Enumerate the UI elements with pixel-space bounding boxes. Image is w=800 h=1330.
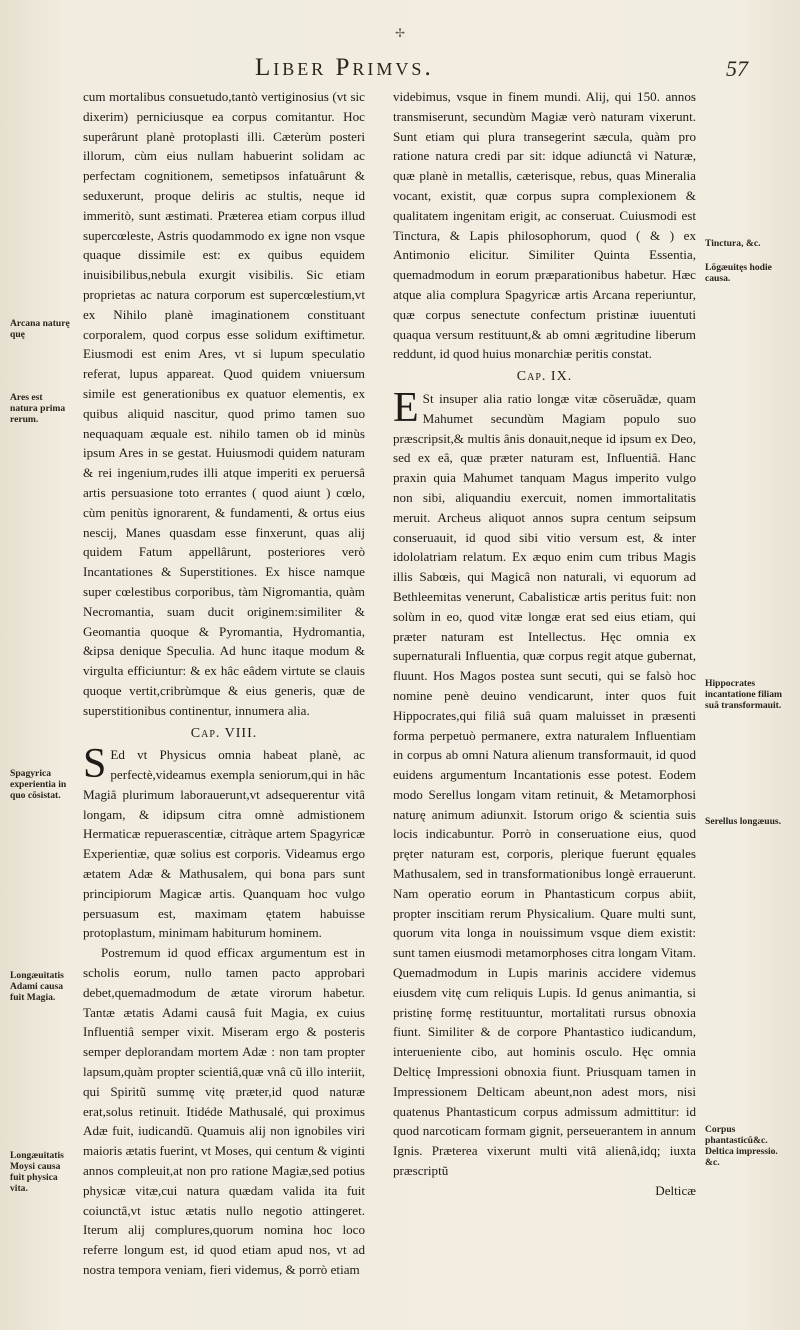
margin-note-right-5: Corpus phantasticũ&c. Deltica impressio. &c.	[705, 1124, 778, 1168]
left-paragraph-1: cum mortalibus consuetudo,tantò vertiginosius (vt sic dixerim) perniciusque ea corpus comitantur. Hoc superârunt planè protoplasti illi. Cæterùm posteri illorum, cùm eius nullam habuerint solidam ac perfectam cognitionem, semetipsos infatuârunt & seduxerunt, proque deliris ac stultis, neque id immeritò, sunt æstimati. Præterea etiam corpus illud supercœleste, Astris quodammodo ex igne non vsque quaque dissimile est: ex quibus equidem inuisibilibus,nebula exurgit visibilis. Sic etiam proprietas ac natura corporum est supercœlestium,vt ex Nihilo planè imaginationem constituant corporalem, quod corpus esse solidum exiftimetur. Eiusmodi est enim Ares, vt si lupum speculatio referat, lupus appareat. Quod quidem vniuersum simile est generationibus ex quatuor elementis, ex quibus aliquid nascitur, quod primo tamen suo nequaquam æquale est. nihilo tamen ob id minùs ipsum Ares in se gestat. Huiusmodi quidem naturam & rei ingenium,rudes illi atque imperiti ex peruersâ artis persuasione toto errantes ( quod aiunt ) cœlo, cùm penitùs ignorarent, & fundamenti, & ortus eius nescij, Manes quasdam esse finxerunt, quas alij quidem Fatum appellârunt, posteriores verò Incantationes & Superstitiones. Ex hisce namque super cœlestibus corporibus, tàm Nigromantia, quàm Necromantia, suam ducit originem:similiter & Geomantia quoque & Pyromantia, Hydromantia, &ipsa denique Speculia. Ad hunc itaque modum & virgulta efficiuntur: & ex hâc eâdem virtute se clauis quoque vertit,cribrùmque & eius generis, quæ de superstitionibus continentur, innumera alia.	[83, 89, 365, 718]
margin-note-left-4: Longæuitatis Adami causa fuit Magia.	[10, 970, 64, 1003]
margin-note-right-4: Serellus longæuus.	[705, 816, 782, 827]
margin-note-left-5: Longæuitatis Moysi causa fuit physica vita.	[10, 1150, 64, 1194]
chapter-8-text: Ed vt Physicus omnia habeat planè, ac perfectè,videamus exempla seniorum,qui in hâc Magiâ plurimum laborauerunt,vt adsequerentur vitâ longam, & idipsum citra omnè admistionem Hermaticæ repuerascentiæ, citràque artem Spagyricæ Experientiæ, quæ solius est corporis. Videamus ergo ætatem Adæ & Mathusalem, qui bona pars sunt principiorum Magicæ artis. Quanquam hoc vulgo persuasum est, maximam ętatem habuisse protoplastum, minimam habiturum hominem.	[83, 747, 365, 941]
chapter-9-dropcap: E	[393, 384, 419, 431]
page-number: 57	[726, 56, 748, 81]
right-paragraph-2	[393, 384, 696, 1181]
left-paragraph-3: Postremum id quod efficax argumentum est in scholis eorum, nullo tamen pacto approbari debet,quemadmodum de ætate virorum habetur. Tantæ ætatis Adami causâ fuit Magia, ex cuius Influentiâ semper vixit. Miseram ergo & posteris semper deplorandam mortem Adæ : non tam propter lapsum,quàm propter scientiâ,quæ vnâ cũ illo interiit, qui Spiritũ summę vitę præter,id quod naturæ erat,solus retinuit. Itidéde Mathusalé, qui proximus Adæ fuit, iudicandũ. Quamuis alij non ignobiles viri maioris ætatis fuerint, vt Moses, qui centum & viginti annos compleuit,at non pro ratione Magiæ,sed potius physicæ vitæ,cui natura quædam valida ita fuit coiunctâ,vt istuc ætatis nullo negotio attingeret. Iterum alij complures,quorum nomina hoc loco referre longum est, id quod etiam apud nos, vt ad nostra tempora veniam, fieri videmus, & porrò etiam	[83, 945, 365, 1278]
chapter-8-heading: Cap. VIII.	[190, 725, 258, 741]
margin-note-right-3: Hippocrates incantatione filiam suã transformauit.	[705, 678, 783, 711]
left-paragraph-2	[83, 741, 365, 943]
margin-note-right-1: Tinctura, &c.	[705, 238, 761, 249]
chapter-9-heading: Cap. IX.	[516, 369, 573, 385]
chapter-8-dropcap: S	[83, 741, 107, 788]
chapter-9-text: St insuper alia ratio longæ vitæ cõseruãdæ, quam Mahumet secundùm Magiam populo suo præscripsit,& multis ânis donauit,neque id ipsum ex Deo, sed ex eâ, quæ præter naturam est, Influentiâ. Hanc praxin quia Mahumet tanquam Magus imperito vulgo non sibi, aliquandiu exercuit, nomen immortalitatis meruit. Archeus aliquot annos supra centum seipsum conseruauit, id quod sibi vitio versum est, & inter idololatriam relatum. Ex æquo enim cum tribus Magis illis Sabœis, qui Magicâ non naturali, vi equorum ad Bethleemitas venerunt, Cabalisticæ artis peritus fuit: non solùm in eo, quod vitæ longæ erat sed eius etiam, qui præter naturam est Intellectus. Hęc omnia ex supernaturali Influentia, quæ corpus regit atque gubernat, fluunt. Hos Magos postea sunt secuti, qui se falsò hoc nomine penè deuino vendicarunt, inter quos fuit Hippocrates,qui filiâ suâ quam maluisset in præsenti forma perpetuò permanere, extra naturalem Influentiam in corpus ab omni Natura alienum transformauit, id quod euidens argumentum Incantationis esse potest. Eodem modo Serellus longam vitam retinuit, & Metamorphosi naturę animum adiunxit. Istorum origo & scientia suis locis indicabuntur. Porrò in conseruatione eius, quod pręter naturam est, corporis, plerique fuerunt ęquales Mathusalem, sed in transformationibus longè errauerunt. Nam operatio eorum in Phantasticum corpus abiit, propter inscitiam rerum Physicalium. Quare multi sunt, quorum vita longa in nouissimum vsque diem existit: sunt tamen eiusmodi metamorphoses citra longam Vitam. Quemadmodum in Lupis marinis accidere videmus eiusdem vitę cum reliquis Lupis. Id genus animantia, si pristinę formę restituuntur, mortalitati rursus obnoxia fiunt. Similiter & de corpore Phantastico iudicandum, interueniente cibo, aut hominis osculo. Hęc omnia Delticę Impressioni obnoxia fiunt. Priusquam tamen in Impressionem Delticam abeunt,non adest mors, nisi quatenus Phantasticum corpus admissum admittitur: id quod narcoticam formam gignit, perseuerantem in annum Ignis. Præterea vixerunt multi vitâ alienâ,idq; iuxta præscriptũ	[393, 390, 696, 1179]
margin-note-left-1: Arcana naturę quę	[10, 318, 70, 340]
left-text-column	[83, 87, 365, 1280]
catchword: Delticæ	[655, 1182, 696, 1198]
page-mark: ✢	[395, 26, 406, 40]
margin-note-left-2: Ares est natura prima rerum.	[10, 392, 66, 425]
page-header	[0, 54, 800, 84]
running-title: Liber Primvs.	[255, 54, 434, 81]
margin-note-right-2: Lõgæuitęs hodie causa.	[705, 262, 772, 284]
margin-note-left-3: Spagyrica experientia in quo cõsistat.	[10, 768, 67, 801]
right-text-column	[393, 87, 696, 1201]
right-paragraph-1: videbimus, vsque in finem mundi. Alij, qui 150. annos transmiserunt, secundùm Magiæ verò naturam vixerunt. Sunt etiam qui plura transegerint sæcula, quàm pro ratione natura credi par sit: idque adiunctâ vi Naturæ, quæ planè in metallis, cæterisque, rebus, quas Mineralia vocant, existit, quæ corpus supra complexionem & qualitatem ingenitam erigit, ac conseruat. Cuiusmodi est Tinctura, & Lapis philosophorum, quod ( & ) ex Antimonio elicitur. Similiter Quinta Essentia, quemadmodum in eorum præparationibus habetur. Hæc atque alia complura Spagyricæ artis Arcana reperiuntur, quæ corpus senectute confectum pristinæ iuuentuti quaqua versum restituunt,& ab omni ægritudine liberum reddunt, id quod huius monarchiæ peritis constat.	[393, 89, 696, 362]
